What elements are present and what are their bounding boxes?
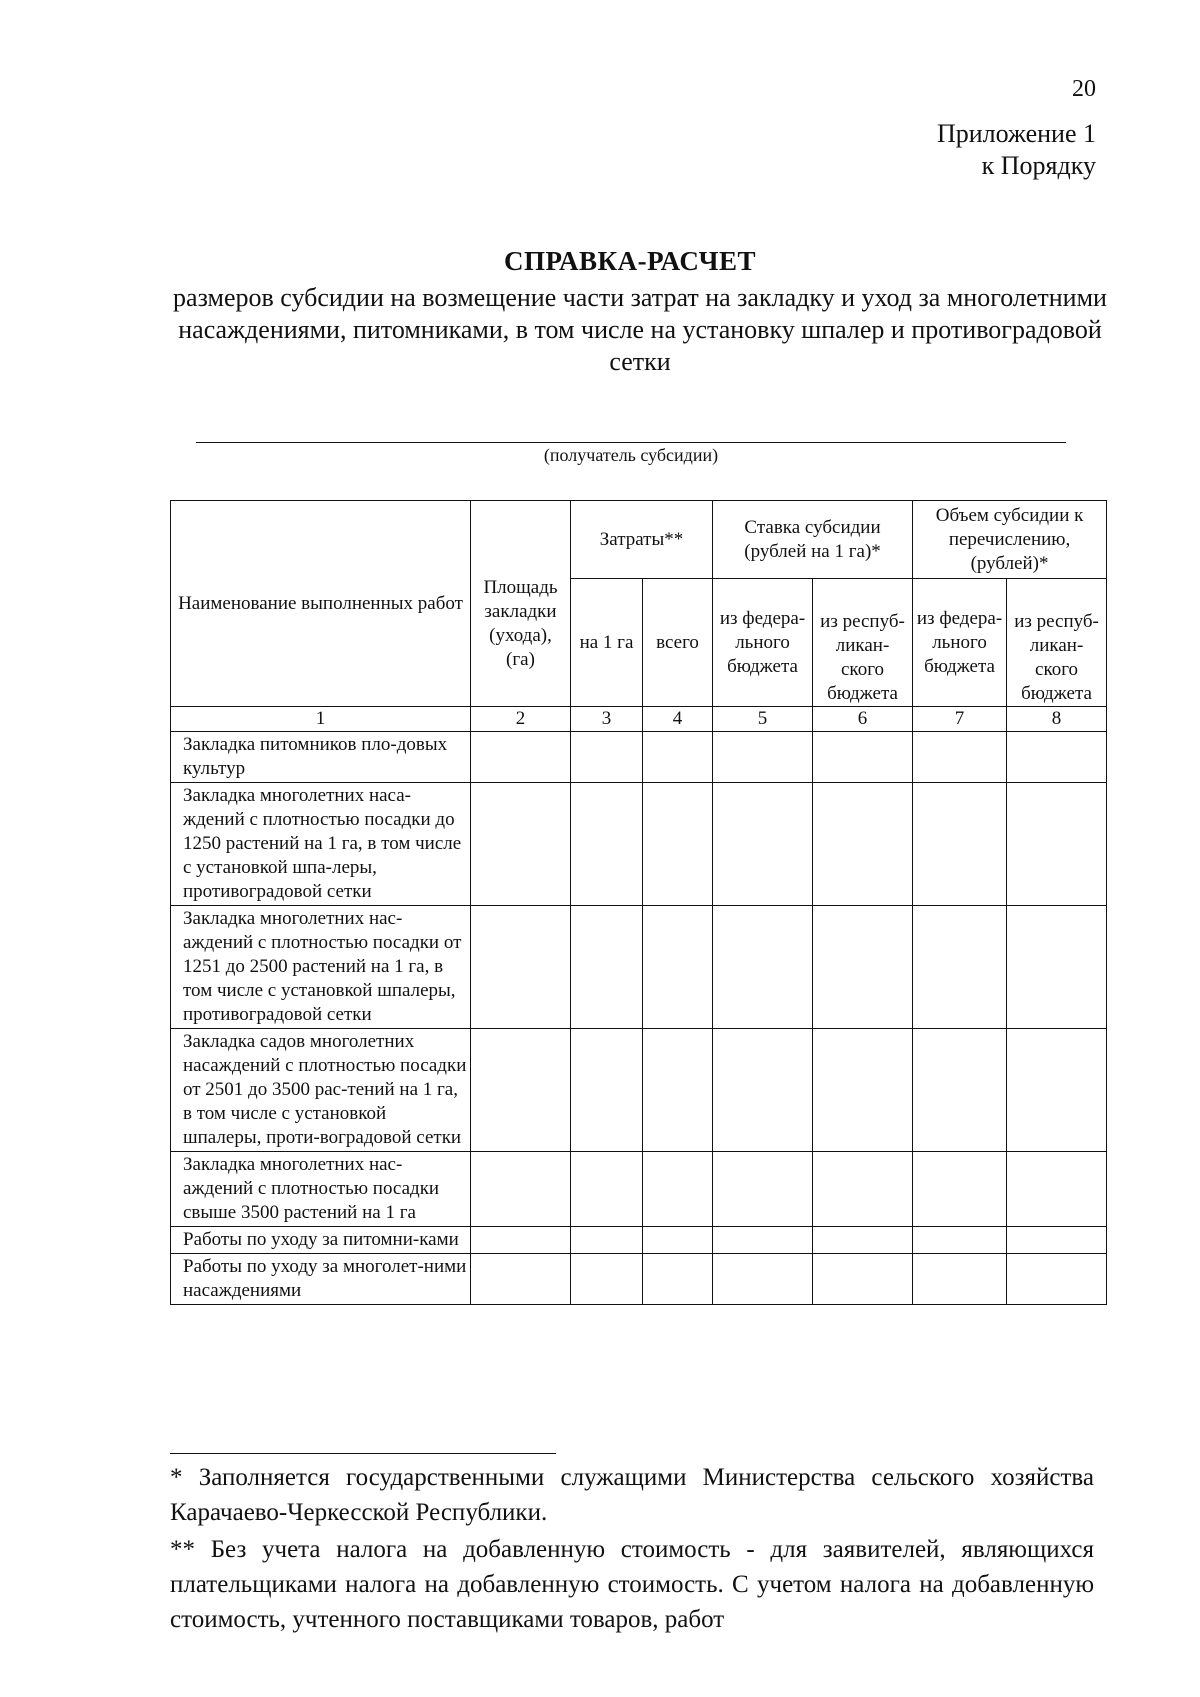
rate-federal-cell bbox=[713, 1227, 813, 1254]
costs-per-ha-cell bbox=[571, 1227, 643, 1254]
volume-republic-cell bbox=[1007, 1152, 1107, 1227]
costs-per-ha-cell bbox=[571, 783, 643, 906]
table-row bbox=[171, 906, 1107, 1029]
appendix-line-2: к Порядку bbox=[981, 151, 1096, 180]
rate-republic-cell bbox=[813, 1254, 913, 1305]
volume-federal-cell bbox=[913, 732, 1007, 783]
table-header-row-1 bbox=[171, 501, 1107, 579]
costs-total-cell bbox=[643, 783, 713, 906]
volume-republic-cell bbox=[1007, 783, 1107, 906]
column-number: 6 bbox=[813, 707, 913, 732]
document-subtitle: размеров субсидии на возмещение части затрат на закладку и уход за многолетними насаждениями, питомниками, в том числе на установку шпалер и противоградовой сетки bbox=[173, 283, 1107, 376]
costs-total-cell bbox=[643, 1227, 713, 1254]
rate-republic-cell bbox=[813, 906, 913, 1029]
volume-federal-cell bbox=[913, 1152, 1007, 1227]
volume-federal-cell bbox=[913, 1254, 1007, 1305]
rate-republic-cell bbox=[813, 1152, 913, 1227]
table-row bbox=[171, 783, 1107, 906]
table-row bbox=[171, 732, 1107, 783]
area-cell bbox=[471, 1029, 571, 1152]
header-area: Площадь закладки (ухода), (га) bbox=[471, 501, 571, 707]
table-row bbox=[171, 1254, 1107, 1305]
column-number: 3 bbox=[571, 707, 643, 732]
footnote-1: * Заполняется государственными служащими Министерства сельского хозяйства Карачаево-Черкесской Республики. bbox=[170, 1464, 1094, 1526]
rate-federal-cell bbox=[713, 1254, 813, 1305]
rate-federal-cell bbox=[713, 1029, 813, 1152]
area-cell bbox=[471, 732, 571, 783]
costs-total-cell bbox=[643, 906, 713, 1029]
costs-per-ha-cell bbox=[571, 732, 643, 783]
volume-republic-cell bbox=[1007, 1227, 1107, 1254]
document-title: СПРАВКА-РАСЧЕТ bbox=[504, 246, 756, 276]
header-volume-federal: из федера-льного бюджета bbox=[913, 579, 1007, 707]
rate-republic-cell bbox=[813, 783, 913, 906]
rate-federal-cell bbox=[713, 783, 813, 906]
rate-republic-cell bbox=[813, 1227, 913, 1254]
rate-federal-cell bbox=[713, 1152, 813, 1227]
rate-republic-cell bbox=[813, 732, 913, 783]
costs-per-ha-cell bbox=[571, 1029, 643, 1152]
area-cell bbox=[471, 1227, 571, 1254]
appendix-reference bbox=[937, 118, 1096, 182]
volume-republic-cell bbox=[1007, 906, 1107, 1029]
rate-federal-cell bbox=[713, 906, 813, 1029]
column-number: 1 bbox=[171, 707, 471, 732]
costs-total-cell bbox=[643, 1152, 713, 1227]
work-name: Работы по уходу за питомни-ками bbox=[171, 1227, 471, 1254]
header-rate-republic: из респуб-ликан-ского бюджета bbox=[813, 579, 913, 707]
area-cell bbox=[471, 906, 571, 1029]
footnotes bbox=[170, 1460, 1094, 1639]
recipient-caption: (получатель субсидии) bbox=[543, 445, 719, 465]
header-costs-per-ha: на 1 га bbox=[571, 579, 643, 707]
column-number: 8 bbox=[1007, 707, 1107, 732]
table-row bbox=[171, 1227, 1107, 1254]
work-name: Закладка многолетних нас-аждений с плотностью посадки от 1251 до 2500 растений на 1 га, в том числе с установкой шпалеры, противоградовой сетки bbox=[171, 906, 471, 1029]
header-rate: Ставка субсидии (рублей на 1 га)* bbox=[713, 501, 913, 579]
costs-total-cell bbox=[643, 1254, 713, 1305]
recipient-blank-line bbox=[196, 442, 1066, 443]
area-cell bbox=[471, 1152, 571, 1227]
subsidy-calculation-table bbox=[170, 500, 1107, 1305]
page-number: 20 bbox=[1072, 76, 1096, 102]
work-name: Закладка многолетних наса-ждений с плотностью посадки до 1250 растений на 1 га, в том числе с установкой шпа-леры, противоградовой сетки bbox=[171, 783, 471, 906]
work-name: Закладка садов многолетних насаждений с плотностью посадки от 2501 до 3500 рас-тений на 1 га, в том числе с установкой шпалеры, проти-воградовой сетки bbox=[171, 1029, 471, 1152]
header-name: Наименование выполненных работ bbox=[171, 501, 471, 707]
volume-republic-cell bbox=[1007, 732, 1107, 783]
costs-per-ha-cell bbox=[571, 1152, 643, 1227]
costs-total-cell bbox=[643, 1029, 713, 1152]
column-number: 4 bbox=[643, 707, 713, 732]
header-costs-total: всего bbox=[643, 579, 713, 707]
volume-federal-cell bbox=[913, 783, 1007, 906]
volume-federal-cell bbox=[913, 1227, 1007, 1254]
rate-federal-cell bbox=[713, 732, 813, 783]
table-row bbox=[171, 1029, 1107, 1152]
work-name: Закладка питомников пло-довых культур bbox=[171, 732, 471, 783]
area-cell bbox=[471, 783, 571, 906]
volume-federal-cell bbox=[913, 906, 1007, 1029]
volume-republic-cell bbox=[1007, 1254, 1107, 1305]
column-number: 7 bbox=[913, 707, 1007, 732]
work-name: Работы по уходу за многолет-ними насаждениями bbox=[171, 1254, 471, 1305]
work-name: Закладка многолетних нас-аждений с плотностью посадки свыше 3500 растений на 1 га bbox=[171, 1152, 471, 1227]
rate-republic-cell bbox=[813, 1029, 913, 1152]
volume-republic-cell bbox=[1007, 1029, 1107, 1152]
volume-federal-cell bbox=[913, 1029, 1007, 1152]
header-costs: Затраты** bbox=[571, 501, 713, 579]
costs-total-cell bbox=[643, 732, 713, 783]
footnote-2: ** Без учета налога на добавленную стоимость - для заявителей, являющихся плательщиками налога на добавленную стоимость. С учетом налога на добавленную стоимость, учтенного поставщиками товаров, работ bbox=[170, 1536, 1094, 1633]
column-number: 2 bbox=[471, 707, 571, 732]
header-volume: Объем субсидии к перечислению, (рублей)* bbox=[913, 501, 1107, 579]
header-volume-republic: из респуб-ликан-ского бюджета bbox=[1007, 579, 1107, 707]
costs-per-ha-cell bbox=[571, 906, 643, 1029]
area-cell bbox=[471, 1254, 571, 1305]
costs-per-ha-cell bbox=[571, 1254, 643, 1305]
appendix-line-1: Приложение 1 bbox=[936, 119, 1096, 148]
table-row bbox=[171, 1152, 1107, 1227]
header-rate-federal: из федера-льного бюджета bbox=[713, 579, 813, 707]
column-number: 5 bbox=[713, 707, 813, 732]
footnote-separator bbox=[170, 1453, 556, 1454]
column-number-row bbox=[171, 707, 1107, 732]
